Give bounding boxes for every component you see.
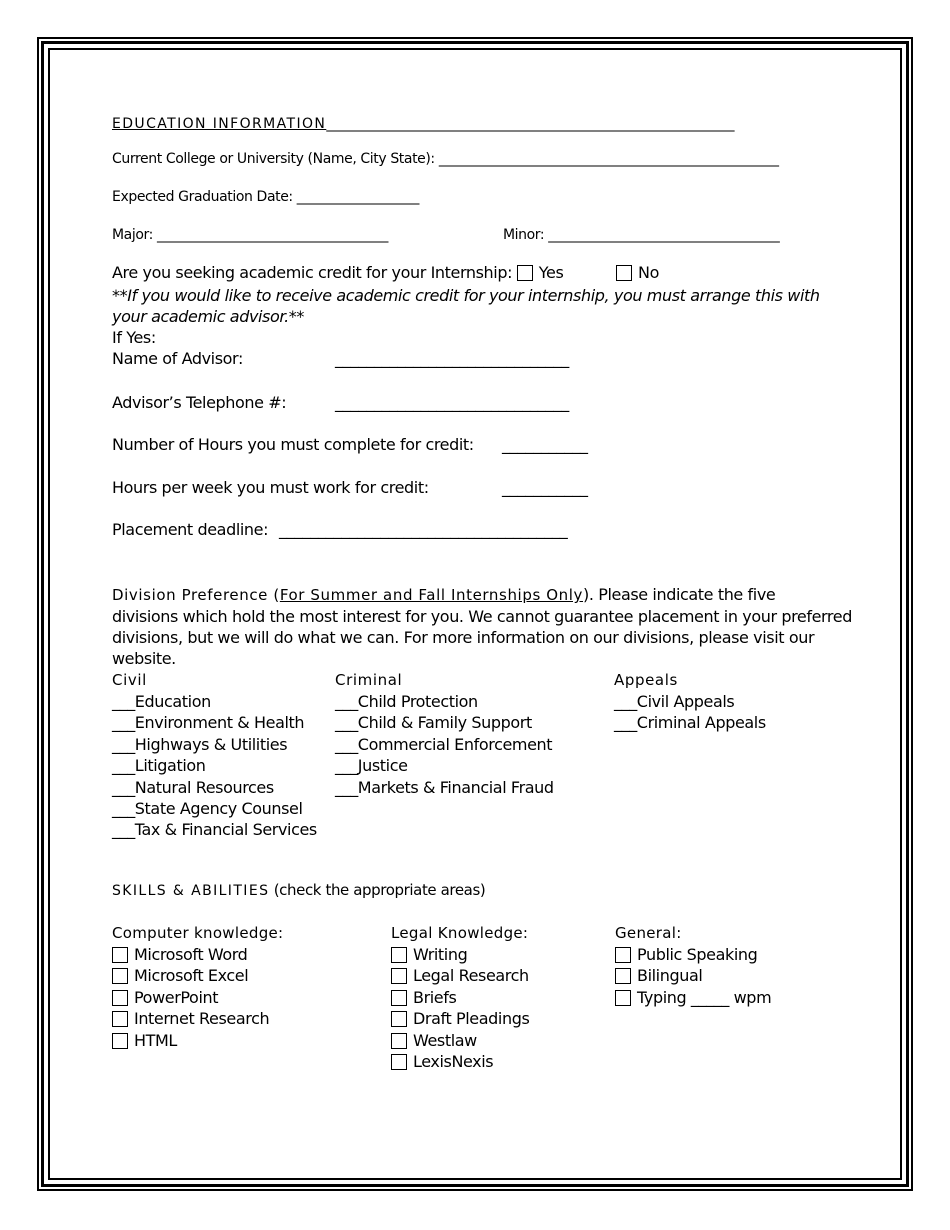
skill-label: Legal Research (413, 966, 529, 985)
skill-checkbox[interactable] (391, 947, 407, 963)
skill-label: Microsoft Word (134, 945, 248, 964)
skills-heading-row (112, 880, 485, 899)
deadline-input[interactable]: _____________________________________ (279, 520, 568, 539)
yes-checkbox[interactable] (517, 265, 533, 281)
education-heading-rule: ____________________________________________________________ (326, 116, 735, 132)
appeals-column-title: Appeals (614, 671, 678, 689)
skill-label: Bilingual (637, 966, 703, 985)
skill-label: Writing (413, 945, 468, 964)
major-label: Major: (112, 227, 157, 243)
skills-heading: SKILLS & ABILITIES (112, 883, 270, 899)
no-label: No (638, 263, 659, 282)
hours-credit-label: Number of Hours you must complete for credit: (112, 435, 474, 454)
division-item[interactable]: ___Child Protection (335, 692, 478, 711)
skills-heading-note: (check the appropriate areas) (269, 881, 486, 899)
skill-label: Draft Pleadings (413, 1009, 530, 1028)
advisor-phone-label: Advisor’s Telephone #: (112, 393, 287, 412)
division-item[interactable]: ___Commercial Enforcement (335, 735, 553, 754)
minor-label: Minor: (503, 227, 549, 243)
college-label: Current College or University (Name, City State): (112, 151, 439, 167)
no-checkbox[interactable] (616, 265, 632, 281)
no-option (616, 263, 659, 282)
skill-item (615, 945, 757, 964)
division-item[interactable]: ___Markets & Financial Fraud (335, 778, 554, 797)
graduation-label: Expected Graduation Date: (112, 189, 297, 205)
skill-item (391, 1031, 477, 1050)
skill-checkbox[interactable] (112, 968, 128, 984)
advisor-name-label: Name of Advisor: (112, 349, 243, 368)
skill-item (391, 988, 456, 1007)
minor-input[interactable]: __________________________________ (548, 227, 780, 243)
skill-item (615, 988, 771, 1007)
division-item[interactable]: ___Natural Resources (112, 778, 274, 797)
education-heading-row (112, 113, 734, 132)
graduation-input[interactable]: __________________ (296, 189, 420, 205)
yes-label: Yes (538, 263, 564, 282)
division-item[interactable]: ___Education (112, 692, 211, 711)
education-heading: EDUCATION INFORMATION (112, 116, 327, 132)
graduation-row (112, 189, 419, 205)
division-item[interactable]: ___Environment & Health (112, 713, 305, 732)
skill-checkbox[interactable] (391, 990, 407, 1006)
legal-knowledge-title: Legal Knowledge: (391, 924, 529, 942)
skill-item (391, 1009, 529, 1028)
skill-label: Briefs (413, 988, 457, 1007)
credit-question-row (112, 263, 563, 282)
division-heading: Division Preference ( (112, 586, 280, 604)
skill-item (112, 1031, 177, 1050)
division-text-line-2: divisions which hold the most interest for you. We cannot guarantee placement in your preferred (112, 607, 852, 626)
skill-checkbox[interactable] (112, 1011, 128, 1027)
skill-item (112, 945, 247, 964)
skill-item (391, 945, 467, 964)
skill-item (112, 966, 248, 985)
division-item[interactable]: ___Civil Appeals (614, 692, 735, 711)
skill-checkbox[interactable] (112, 990, 128, 1006)
general-title: General: (615, 924, 682, 942)
criminal-column-title: Criminal (335, 671, 403, 689)
computer-knowledge-title: Computer knowledge: (112, 924, 284, 942)
skill-label: PowerPoint (134, 988, 219, 1007)
skill-checkbox[interactable] (391, 968, 407, 984)
division-heading-note: For Summer and Fall Internships Only (279, 586, 583, 604)
skill-item (391, 966, 529, 985)
skill-checkbox[interactable] (391, 1033, 407, 1049)
deadline-label: Placement deadline: (112, 520, 269, 539)
credit-note-line-1: **If you would like to receive academic credit for your internship, you must arrange this with (112, 286, 820, 305)
skill-item (615, 966, 702, 985)
skill-checkbox[interactable] (615, 968, 631, 984)
skill-checkbox[interactable] (112, 947, 128, 963)
division-item[interactable]: ___Litigation (112, 756, 206, 775)
skill-label: HTML (134, 1031, 177, 1050)
hours-credit-input[interactable]: ___________ (502, 435, 588, 454)
division-item[interactable]: ___Criminal Appeals (614, 713, 766, 732)
advisor-name-input[interactable]: ______________________________ (335, 349, 570, 368)
skill-label: Typing _____ wpm (637, 988, 772, 1007)
hours-week-label: Hours per week you must work for credit: (112, 478, 429, 497)
division-heading-after: ). Please indicate the five (583, 585, 776, 604)
skill-checkbox[interactable] (391, 1011, 407, 1027)
credit-question: Are you seeking academic credit for your Internship: (112, 263, 517, 282)
major-row (112, 227, 388, 243)
minor-row (503, 227, 780, 243)
division-item[interactable]: ___Highways & Utilities (112, 735, 288, 754)
if-yes-label: If Yes: (112, 328, 156, 347)
hours-week-input[interactable]: ___________ (502, 478, 588, 497)
division-item[interactable]: ___Child & Family Support (335, 713, 532, 732)
division-item[interactable]: ___Justice (335, 756, 408, 775)
division-item[interactable]: ___Tax & Financial Services (112, 820, 317, 839)
division-item[interactable]: ___State Agency Counsel (112, 799, 303, 818)
advisor-phone-input[interactable]: ______________________________ (335, 393, 570, 412)
skill-label: LexisNexis (413, 1052, 494, 1071)
skill-label: Microsoft Excel (134, 966, 249, 985)
skill-checkbox[interactable] (391, 1054, 407, 1070)
skill-label: Public Speaking (637, 945, 758, 964)
civil-column-title: Civil (112, 671, 147, 689)
skill-label: Westlaw (413, 1031, 477, 1050)
skill-item (391, 1052, 493, 1071)
college-row (112, 151, 779, 167)
skill-item (112, 988, 218, 1007)
skill-item (112, 1009, 269, 1028)
skill-checkbox[interactable] (615, 947, 631, 963)
division-text-line-4: website. (112, 649, 176, 668)
division-text-line-3: divisions, but we will do what we can. For more information on our divisions, please visit our (112, 628, 815, 647)
skill-checkbox[interactable] (112, 1033, 128, 1049)
major-input[interactable]: __________________________________ (157, 227, 389, 243)
college-input[interactable]: __________________________________________________ (438, 151, 779, 167)
skill-checkbox[interactable] (615, 990, 631, 1006)
credit-note-line-2: your academic advisor.** (112, 307, 304, 326)
division-heading-row (112, 585, 775, 604)
skill-label: Internet Research (134, 1009, 270, 1028)
